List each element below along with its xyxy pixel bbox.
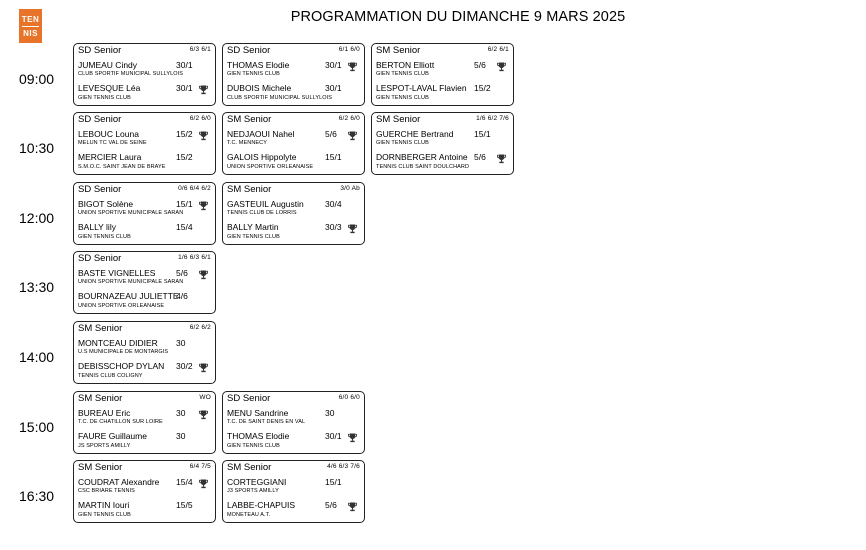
player-ranking: 15/2 <box>176 152 193 162</box>
match-category: SM Senior <box>227 462 272 473</box>
match-category: SD Senior <box>78 114 122 125</box>
player-name: BALLY lily <box>78 222 116 232</box>
match-card[interactable] <box>73 391 216 454</box>
match-score: 6/2 6/1 <box>487 46 509 53</box>
logo-divider <box>22 26 39 27</box>
player-name: CORTEGGIANI <box>227 477 287 487</box>
match-card[interactable] <box>222 182 365 245</box>
player-ranking: 5/6 <box>176 268 188 278</box>
player-name: DUBOIS Michele <box>227 83 292 93</box>
match-score: 3/0 Ab <box>340 185 360 192</box>
player-ranking: 15/1 <box>325 477 342 487</box>
match-category: SD Senior <box>78 253 122 264</box>
player-club: UNION SPORTIVE ORLEANAISE <box>78 303 165 309</box>
match-score: 6/2 6/2 <box>189 324 211 331</box>
trophy-icon <box>348 128 357 138</box>
player-club: J3 SPORTS AMILLY <box>227 488 279 494</box>
match-category: SM Senior <box>227 184 272 195</box>
player-name: THOMAS Elodie <box>227 60 290 70</box>
player-ranking: 5/6 <box>325 500 337 510</box>
match-category: SM Senior <box>376 45 421 56</box>
player-club: TENNIS CLUB COLIGNY <box>78 373 143 379</box>
player-name: COUDRAT Alexandre <box>78 477 160 487</box>
player-club: TENNIS CLUB SAINT DOULCHARD <box>376 164 470 170</box>
player-club: TENNIS CLUB DE LORRIS <box>227 210 297 216</box>
trophy-icon <box>348 59 357 69</box>
player-name: BASTE VIGNELLES <box>78 268 156 278</box>
trophy-icon <box>199 82 208 92</box>
player-ranking: 15/1 <box>325 152 342 162</box>
match-score: 4/6 6/3 7/6 <box>327 463 360 470</box>
match-category: SM Senior <box>78 462 123 473</box>
time-slot-label: 10:30 <box>19 140 55 156</box>
player-name: FAURE Guillaume <box>78 431 147 441</box>
match-score: 1/6 6/3 6/1 <box>178 254 211 261</box>
match-card[interactable] <box>222 460 365 523</box>
player-ranking: 15/4 <box>176 477 193 487</box>
match-card[interactable] <box>371 43 514 106</box>
player-ranking: 15/1 <box>474 129 491 139</box>
player-ranking: 15/2 <box>176 129 193 139</box>
player-club: S.M.O.C. SAINT JEAN DE BRAYE <box>78 164 166 170</box>
player-club: U.S MUNICIPALE DE MONTARGIS <box>78 349 169 355</box>
logo-text-bottom: NIS <box>23 28 38 38</box>
match-card[interactable] <box>73 460 216 523</box>
player-name: BUREAU Eric <box>78 408 131 418</box>
player-ranking: 30/2 <box>176 361 193 371</box>
player-name: MARTIN Iouri <box>78 500 130 510</box>
player-name: MENU Sandrine <box>227 408 289 418</box>
player-club: CLUB SPORTIF MUNICIPAL SULLYLOIS <box>227 95 333 101</box>
player-ranking: 30 <box>325 408 335 418</box>
player-club: GIEN TENNIS CLUB <box>78 95 131 101</box>
match-card[interactable] <box>73 112 216 175</box>
player-club: GIEN TENNIS CLUB <box>376 95 429 101</box>
player-ranking: 30/1 <box>325 60 342 70</box>
player-name: THOMAS Elodie <box>227 431 290 441</box>
time-slot-label: 13:30 <box>19 279 55 295</box>
player-club: T.C. MENNECY <box>227 140 268 146</box>
player-club: GIEN TENNIS CLUB <box>78 234 131 240</box>
player-ranking: 30/1 <box>176 60 193 70</box>
match-score: 0/6 6/4 6/2 <box>178 185 211 192</box>
match-card[interactable] <box>371 112 514 175</box>
player-name: LEBOUC Louna <box>78 129 139 139</box>
match-score: 6/2 6/0 <box>338 115 360 122</box>
player-ranking: 15/5 <box>176 500 193 510</box>
match-category: SD Senior <box>227 45 271 56</box>
trophy-icon <box>199 476 208 486</box>
player-ranking: 5/6 <box>474 152 486 162</box>
player-ranking: 30/4 <box>325 199 342 209</box>
page-title: PROGRAMMATION DU DIMANCHE 9 MARS 2025 <box>290 9 626 25</box>
player-name: MERCIER Laura <box>78 152 142 162</box>
trophy-icon <box>199 198 208 208</box>
time-slot-label: 15:00 <box>19 419 55 435</box>
match-card[interactable] <box>222 43 365 106</box>
logo-text-top: TEN <box>21 14 40 24</box>
player-club: UNION SPORTIVE MUNICIPALE SARAN <box>78 210 184 216</box>
trophy-icon <box>199 360 208 370</box>
match-category: SD Senior <box>227 393 271 404</box>
match-category: SM Senior <box>376 114 421 125</box>
match-category: SM Senior <box>78 323 123 334</box>
player-club: CLUB SPORTIF MUNICIPAL SULLYLOIS <box>78 71 184 77</box>
player-club: JS SPORTS AMILLY <box>78 443 131 449</box>
player-ranking: 30/1 <box>325 83 342 93</box>
player-name: LESPOT-LAVAL Flavien <box>376 83 467 93</box>
player-ranking: 30/1 <box>176 83 193 93</box>
player-name: LABBE-CHAPUIS <box>227 500 296 510</box>
player-club: GIEN TENNIS CLUB <box>376 140 429 146</box>
player-club: UNION SPORTIVE MUNICIPALE SARAN <box>78 279 184 285</box>
trophy-icon <box>348 221 357 231</box>
player-ranking: 15/4 <box>176 222 193 232</box>
player-name: BERTON Elliott <box>376 60 435 70</box>
player-club: GIEN TENNIS CLUB <box>78 512 131 518</box>
player-club: GIEN TENNIS CLUB <box>227 71 280 77</box>
player-club: GIEN TENNIS CLUB <box>227 443 280 449</box>
player-club: MELUN TC VAL DE SEINE <box>78 140 147 146</box>
player-ranking: 5/6 <box>474 60 486 70</box>
player-ranking: 15/2 <box>474 83 491 93</box>
trophy-icon <box>199 407 208 417</box>
time-slot-label: 14:00 <box>19 349 55 365</box>
time-slot-label: 16:30 <box>19 488 55 504</box>
player-ranking: 30 <box>176 338 186 348</box>
player-name: GALOIS Hippolyte <box>227 152 297 162</box>
player-ranking: 30/1 <box>325 431 342 441</box>
match-card[interactable] <box>222 112 365 175</box>
match-score: WO <box>199 394 211 401</box>
match-score: 6/1 6/0 <box>338 46 360 53</box>
player-name: BALLY Martin <box>227 222 279 232</box>
match-score: 6/3 6/1 <box>189 46 211 53</box>
player-name: MONTCEAU DIDIER <box>78 338 158 348</box>
match-category: SD Senior <box>78 45 122 56</box>
time-slot-label: 12:00 <box>19 210 55 226</box>
trophy-icon <box>199 128 208 138</box>
player-ranking: 30/3 <box>325 222 342 232</box>
player-ranking: 5/6 <box>325 129 337 139</box>
match-score: 6/2 6/0 <box>189 115 211 122</box>
player-ranking: 15/1 <box>176 199 193 209</box>
player-ranking: 30 <box>176 431 186 441</box>
trophy-icon <box>497 151 506 161</box>
player-ranking: 30 <box>176 408 186 418</box>
trophy-icon <box>497 59 506 69</box>
match-card[interactable] <box>73 43 216 106</box>
player-club: GIEN TENNIS CLUB <box>376 71 429 77</box>
match-category: SM Senior <box>78 393 123 404</box>
player-name: DEBISSCHOP DYLAN <box>78 361 165 371</box>
player-name: GASTEUIL Augustin <box>227 199 304 209</box>
player-club: T.C. DE CHATILLON SUR LOIRE <box>78 419 163 425</box>
trophy-icon <box>348 499 357 509</box>
player-name: DORNBERGER Antoine <box>376 152 468 162</box>
match-score: 6/0 6/0 <box>338 394 360 401</box>
match-score: 6/4 7/5 <box>189 463 211 470</box>
trophy-icon <box>199 267 208 277</box>
player-name: BIGOT Solène <box>78 199 134 209</box>
match-category: SD Senior <box>78 184 122 195</box>
match-card[interactable] <box>73 321 216 384</box>
player-club: MONETEAU A.T. <box>227 512 271 518</box>
player-name: NEDJAOUI Nahel <box>227 129 295 139</box>
match-score: 1/6 6/2 7/6 <box>476 115 509 122</box>
match-card[interactable] <box>73 182 216 245</box>
player-club: UNION SPORTIVE ORLEANAISE <box>227 164 314 170</box>
match-card[interactable] <box>73 251 216 314</box>
player-name: GUERCHE Bertrand <box>376 129 454 139</box>
match-category: SM Senior <box>227 114 272 125</box>
match-card[interactable] <box>222 391 365 454</box>
player-name: BOURNAZEAU JULIETTE <box>78 291 179 301</box>
player-club: CSC BRIARE TENNIS <box>78 488 135 494</box>
trophy-icon <box>348 430 357 440</box>
player-club: GIEN TENNIS CLUB <box>227 234 280 240</box>
time-slot-label: 09:00 <box>19 71 55 87</box>
player-name: LEVESQUE Léa <box>78 83 141 93</box>
player-name: JUMEAU Cindy <box>78 60 138 70</box>
player-club: T.C. DE SAINT DENIS EN VAL <box>227 419 306 425</box>
player-ranking: 4/6 <box>176 291 188 301</box>
